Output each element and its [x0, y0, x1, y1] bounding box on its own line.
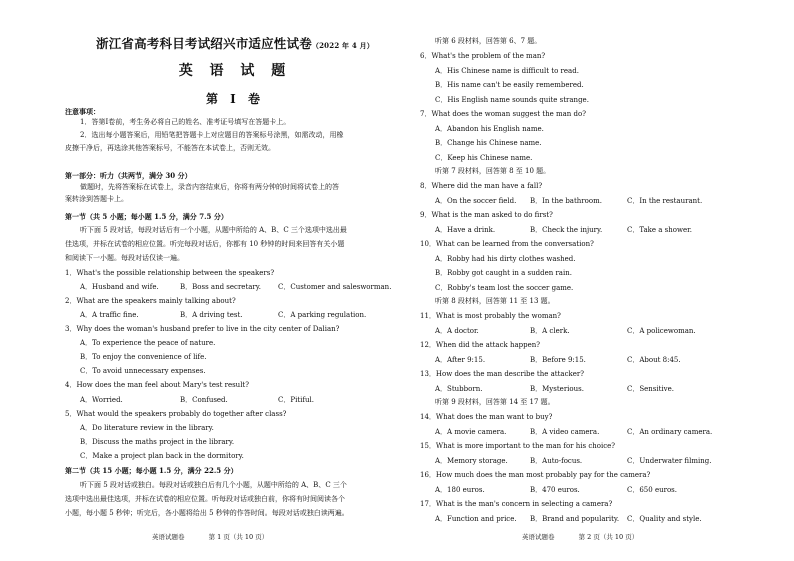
q12-option-c: C．About 8:45.	[627, 356, 681, 364]
q6-option-b: B．His name can't be easily remembered.	[435, 81, 584, 89]
sec1-1-intro-b: 佳选项，并标在试卷的相应位置。听完每段对话后，你都有 10 秒钟的时间来回答有关小题	[65, 240, 345, 248]
q4-option-b: B．Confused.	[180, 396, 228, 404]
q10-option-a: A．Robby had his dirty clothes washed.	[435, 255, 576, 263]
sec1-2-intro-a: 听下面 5 段对话或独白。每段对话或独白后有几个小题，从题中所给的 A、B、C 三个	[80, 481, 347, 489]
q8-option-a: A．On the soccer field.	[435, 197, 517, 205]
sec1-1-intro-a: 听下面 5 段对话，每段对话后有一个小题，从题中所给的 A、B、C 三个选项中选出最	[80, 226, 347, 234]
q17-option-b: B．Brand and popularity.	[530, 515, 620, 523]
exam-title: 浙江省高考科目考试绍兴市适应性试卷（2022 年 4 月）	[96, 36, 374, 51]
q13-option-c: C．Sensitive.	[627, 385, 675, 393]
q10-option-c: C．Robby's team lost the soccer game.	[435, 284, 574, 292]
q4-option-c: C．Pitiful.	[278, 396, 314, 404]
left-footer-page: 第 1 页（共 10 页）	[208, 533, 269, 541]
q5-option-a: A．Do literature review in the library.	[80, 424, 214, 432]
part-title: 第 Ⅰ 卷	[206, 92, 264, 106]
q11-option-a: A．A doctor.	[435, 327, 479, 335]
q11-option-b: B．A clerk.	[530, 327, 570, 335]
notes-heading: 注意事项：	[65, 107, 100, 116]
q3-option-b: B．To enjoy the convenience of life.	[80, 353, 207, 361]
question-14: 14．What does the man want to buy?	[420, 413, 553, 421]
left-footer	[152, 532, 268, 541]
q15-option-c: C．Underwater filming.	[627, 457, 712, 465]
material-6: 听第 6 段材料，回答第 6、7 题。	[435, 37, 542, 45]
question-17: 17．What is the man's concern in selecting a camera?	[420, 500, 613, 508]
question-4: 4．How does the man feel about Mary's test result?	[65, 381, 249, 389]
question-5: 5．What would the speakers probably do together after class?	[65, 410, 287, 418]
question-13: 13．How does the man describe the attacker?	[420, 370, 584, 378]
question-9: 9．What is the man asked to do first?	[420, 211, 553, 219]
q17-option-c: C．Quality and style.	[627, 515, 702, 523]
q12-option-a: A．After 9:15.	[435, 356, 486, 364]
q16-option-c: C．650 euros.	[627, 486, 677, 494]
q16-option-b: B．470 euros.	[530, 486, 580, 494]
q4-option-a: A．Worried.	[80, 396, 123, 404]
left-footer-name: 英语试题卷	[152, 533, 185, 541]
q8-option-b: B．In the bathroom.	[530, 197, 602, 205]
q1-option-b: B．Boss and secretary.	[180, 283, 262, 291]
q9-option-c: C．Take a shower.	[627, 226, 692, 234]
q3-option-c: C．To avoid unnecessary expenses.	[80, 367, 206, 375]
subject-title: 英 语 试 题	[178, 63, 292, 79]
q1-option-c: C．Customer and salesworman.	[278, 283, 392, 291]
sec1-2-intro-b: 选项中选出最佳选项，并标在试卷的相应位置。听每段对话或独白前，你将有时间阅读各个	[65, 495, 345, 503]
material-7: 听第 7 段材料，回答第 8 至 10 题。	[435, 167, 551, 175]
note-1: 1．答第Ⅰ卷前，考生务必将自己的姓名、准考证号填写在答题卡上。	[80, 118, 291, 126]
q7-option-a: A．Abandon his English name.	[435, 125, 544, 133]
q10-option-b: B．Robby got caught in a sudden rain.	[435, 269, 572, 277]
section1-intro-a: 做题时，先将答案标在试卷上，录音内容结束后，你将有两分钟的时间将试卷上的答	[80, 183, 339, 191]
q16-option-a: A．180 euros.	[435, 486, 485, 494]
q5-option-b: B．Discuss the maths project in the library.	[80, 438, 235, 446]
sec1-2-intro-c: 小题，每小题 5 秒钟；听完后，各小题将给出 5 秒钟的作答时间。每段对话或独白读两遍。	[65, 509, 349, 517]
material-8: 听第 8 段材料，回答第 11 至 13 题。	[435, 297, 555, 305]
question-7: 7．What does the woman suggest the man do?	[420, 110, 586, 118]
question-12: 12．When did the attack happen?	[420, 341, 541, 349]
q2-option-a: A．A traffic fine.	[80, 311, 139, 319]
q12-option-b: B．Before 9:15.	[530, 356, 586, 364]
q17-option-a: A．Function and price.	[435, 515, 517, 523]
question-10: 10．What can be learned from the conversation?	[420, 240, 594, 248]
right-footer	[522, 532, 638, 541]
section1-heading: 第一部分：听力（共两节，满分 30 分）	[65, 171, 192, 180]
q2-option-c: C．A parking regulation.	[278, 311, 367, 319]
q14-option-c: C．An ordinary camera.	[627, 428, 713, 436]
q15-option-b: B．Auto-focus.	[530, 457, 583, 465]
q9-option-a: A．Have a drink.	[435, 226, 496, 234]
q11-option-c: C．A policewoman.	[627, 327, 696, 335]
q9-option-b: B．Check the injury.	[530, 226, 603, 234]
q6-option-a: A．His Chinese name is difficult to read.	[435, 67, 579, 75]
q14-option-b: B．A video camera.	[530, 428, 600, 436]
question-16: 16．How much does the man most probably pay for the camera?	[420, 471, 651, 479]
q2-option-b: B．A driving test.	[180, 311, 243, 319]
question-3: 3．Why does the woman's husband prefer to live in the city center of Dalian?	[65, 325, 340, 333]
q5-option-c: C．Make a project plan back in the dormitory.	[80, 452, 244, 460]
q7-option-b: B．Change his Chinese name.	[435, 139, 542, 147]
right-footer-name: 英语试题卷	[522, 533, 555, 541]
question-11: 11．What is most probably the woman?	[420, 312, 561, 320]
q7-option-c: C．Keep his Chinese name.	[435, 154, 533, 162]
sec1-1-intro-c: 和阅读下一小题。每段对话仅读一遍。	[65, 254, 184, 262]
question-6: 6．What's the problem of the man?	[420, 52, 546, 60]
note-2b: 皮擦干净后，再选涂其他答案标号，不能答在本试卷上，否则无效。	[65, 144, 275, 152]
q13-option-a: A．Stubborn.	[435, 385, 483, 393]
q13-option-b: B．Mysterious.	[530, 385, 584, 393]
question-1: 1．What's the possible relationship between the speakers?	[65, 269, 275, 277]
sec1-1-heading: 第一节（共 5 小题；每小题 1.5 分，满分 7.5 分）	[65, 212, 228, 221]
question-2: 2．What are the speakers mainly talking about?	[65, 297, 236, 305]
exam-date: （2022 年 4 月）	[311, 41, 374, 50]
q6-option-c: C．His English name sounds quite strange.	[435, 96, 589, 104]
sec1-2-heading: 第二节（共 15 小题；每小题 1.5 分，满分 22.5 分）	[65, 466, 238, 475]
q3-option-a: A．To experience the peace of nature.	[80, 339, 216, 347]
note-2a: 2．选出每小题答案后，用铅笔把答题卡上对应题目的答案标号涂黑，如需改动，用橡	[80, 131, 344, 139]
q14-option-a: A．A movie camera.	[435, 428, 507, 436]
q1-option-a: A．Husband and wife.	[80, 283, 159, 291]
material-9: 听第 9 段材料，回答第 14 至 17 题。	[435, 398, 555, 406]
q8-option-c: C．In the restaurant.	[627, 197, 703, 205]
question-15: 15．What is more important to the man for his choice?	[420, 442, 616, 450]
question-8: 8．Where did the man have a fall?	[420, 182, 543, 190]
section1-intro-b: 案转涂到答题卡上。	[65, 195, 128, 203]
q15-option-a: A．Memory storage.	[435, 457, 508, 465]
right-footer-page: 第 2 页（共 10 页）	[578, 533, 639, 541]
